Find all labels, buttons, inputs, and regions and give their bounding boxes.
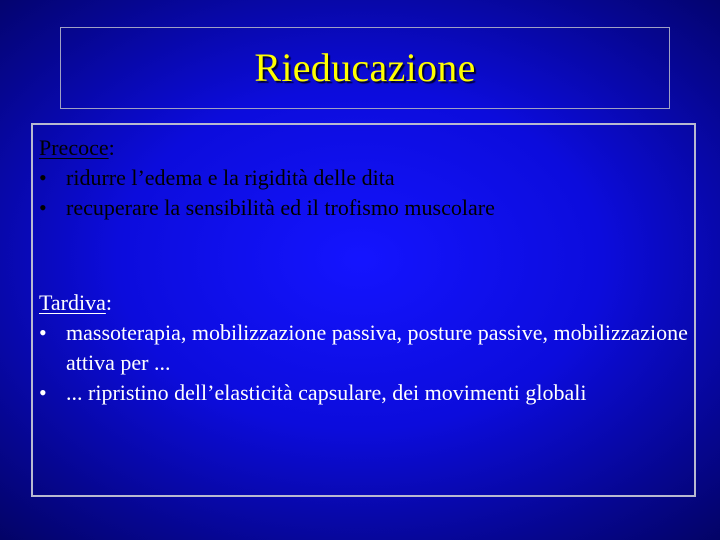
bullet-text: recuperare la sensibilità ed il trofismo muscolare bbox=[66, 195, 495, 220]
bullet-marker: • bbox=[39, 320, 47, 345]
bullet-list-tardiva bbox=[39, 318, 689, 408]
bullet-marker: • bbox=[39, 165, 47, 190]
bullet-text: ... ripristino dell’elasticità capsulare, dei movimenti globali bbox=[66, 380, 587, 405]
title-frame bbox=[60, 27, 670, 109]
bullet-item bbox=[39, 318, 689, 378]
bullet-item bbox=[39, 193, 689, 223]
bullet-marker: • bbox=[39, 195, 47, 220]
section-heading-tardiva-text: Tardiva bbox=[39, 290, 106, 315]
bullet-item bbox=[39, 378, 689, 408]
section-precoce bbox=[39, 133, 689, 223]
section-heading-precoce bbox=[39, 133, 689, 163]
bullet-list-precoce bbox=[39, 163, 689, 223]
section-tardiva bbox=[39, 288, 689, 408]
bullet-text: massoterapia, mobilizzazione passiva, posture passive, mobilizzazione attiva per ... bbox=[66, 320, 688, 375]
bullet-text: ridurre l’edema e la rigidità delle dita bbox=[66, 165, 395, 190]
content-frame bbox=[31, 123, 696, 497]
slide-title: Rieducazione bbox=[254, 44, 476, 90]
bullet-marker: • bbox=[39, 380, 47, 405]
section-heading-precoce-colon: : bbox=[108, 135, 115, 160]
section-heading-tardiva-colon: : bbox=[105, 290, 112, 315]
section-heading-tardiva bbox=[39, 288, 689, 318]
bullet-item bbox=[39, 163, 689, 193]
section-heading-precoce-text: Precoce bbox=[39, 135, 109, 160]
